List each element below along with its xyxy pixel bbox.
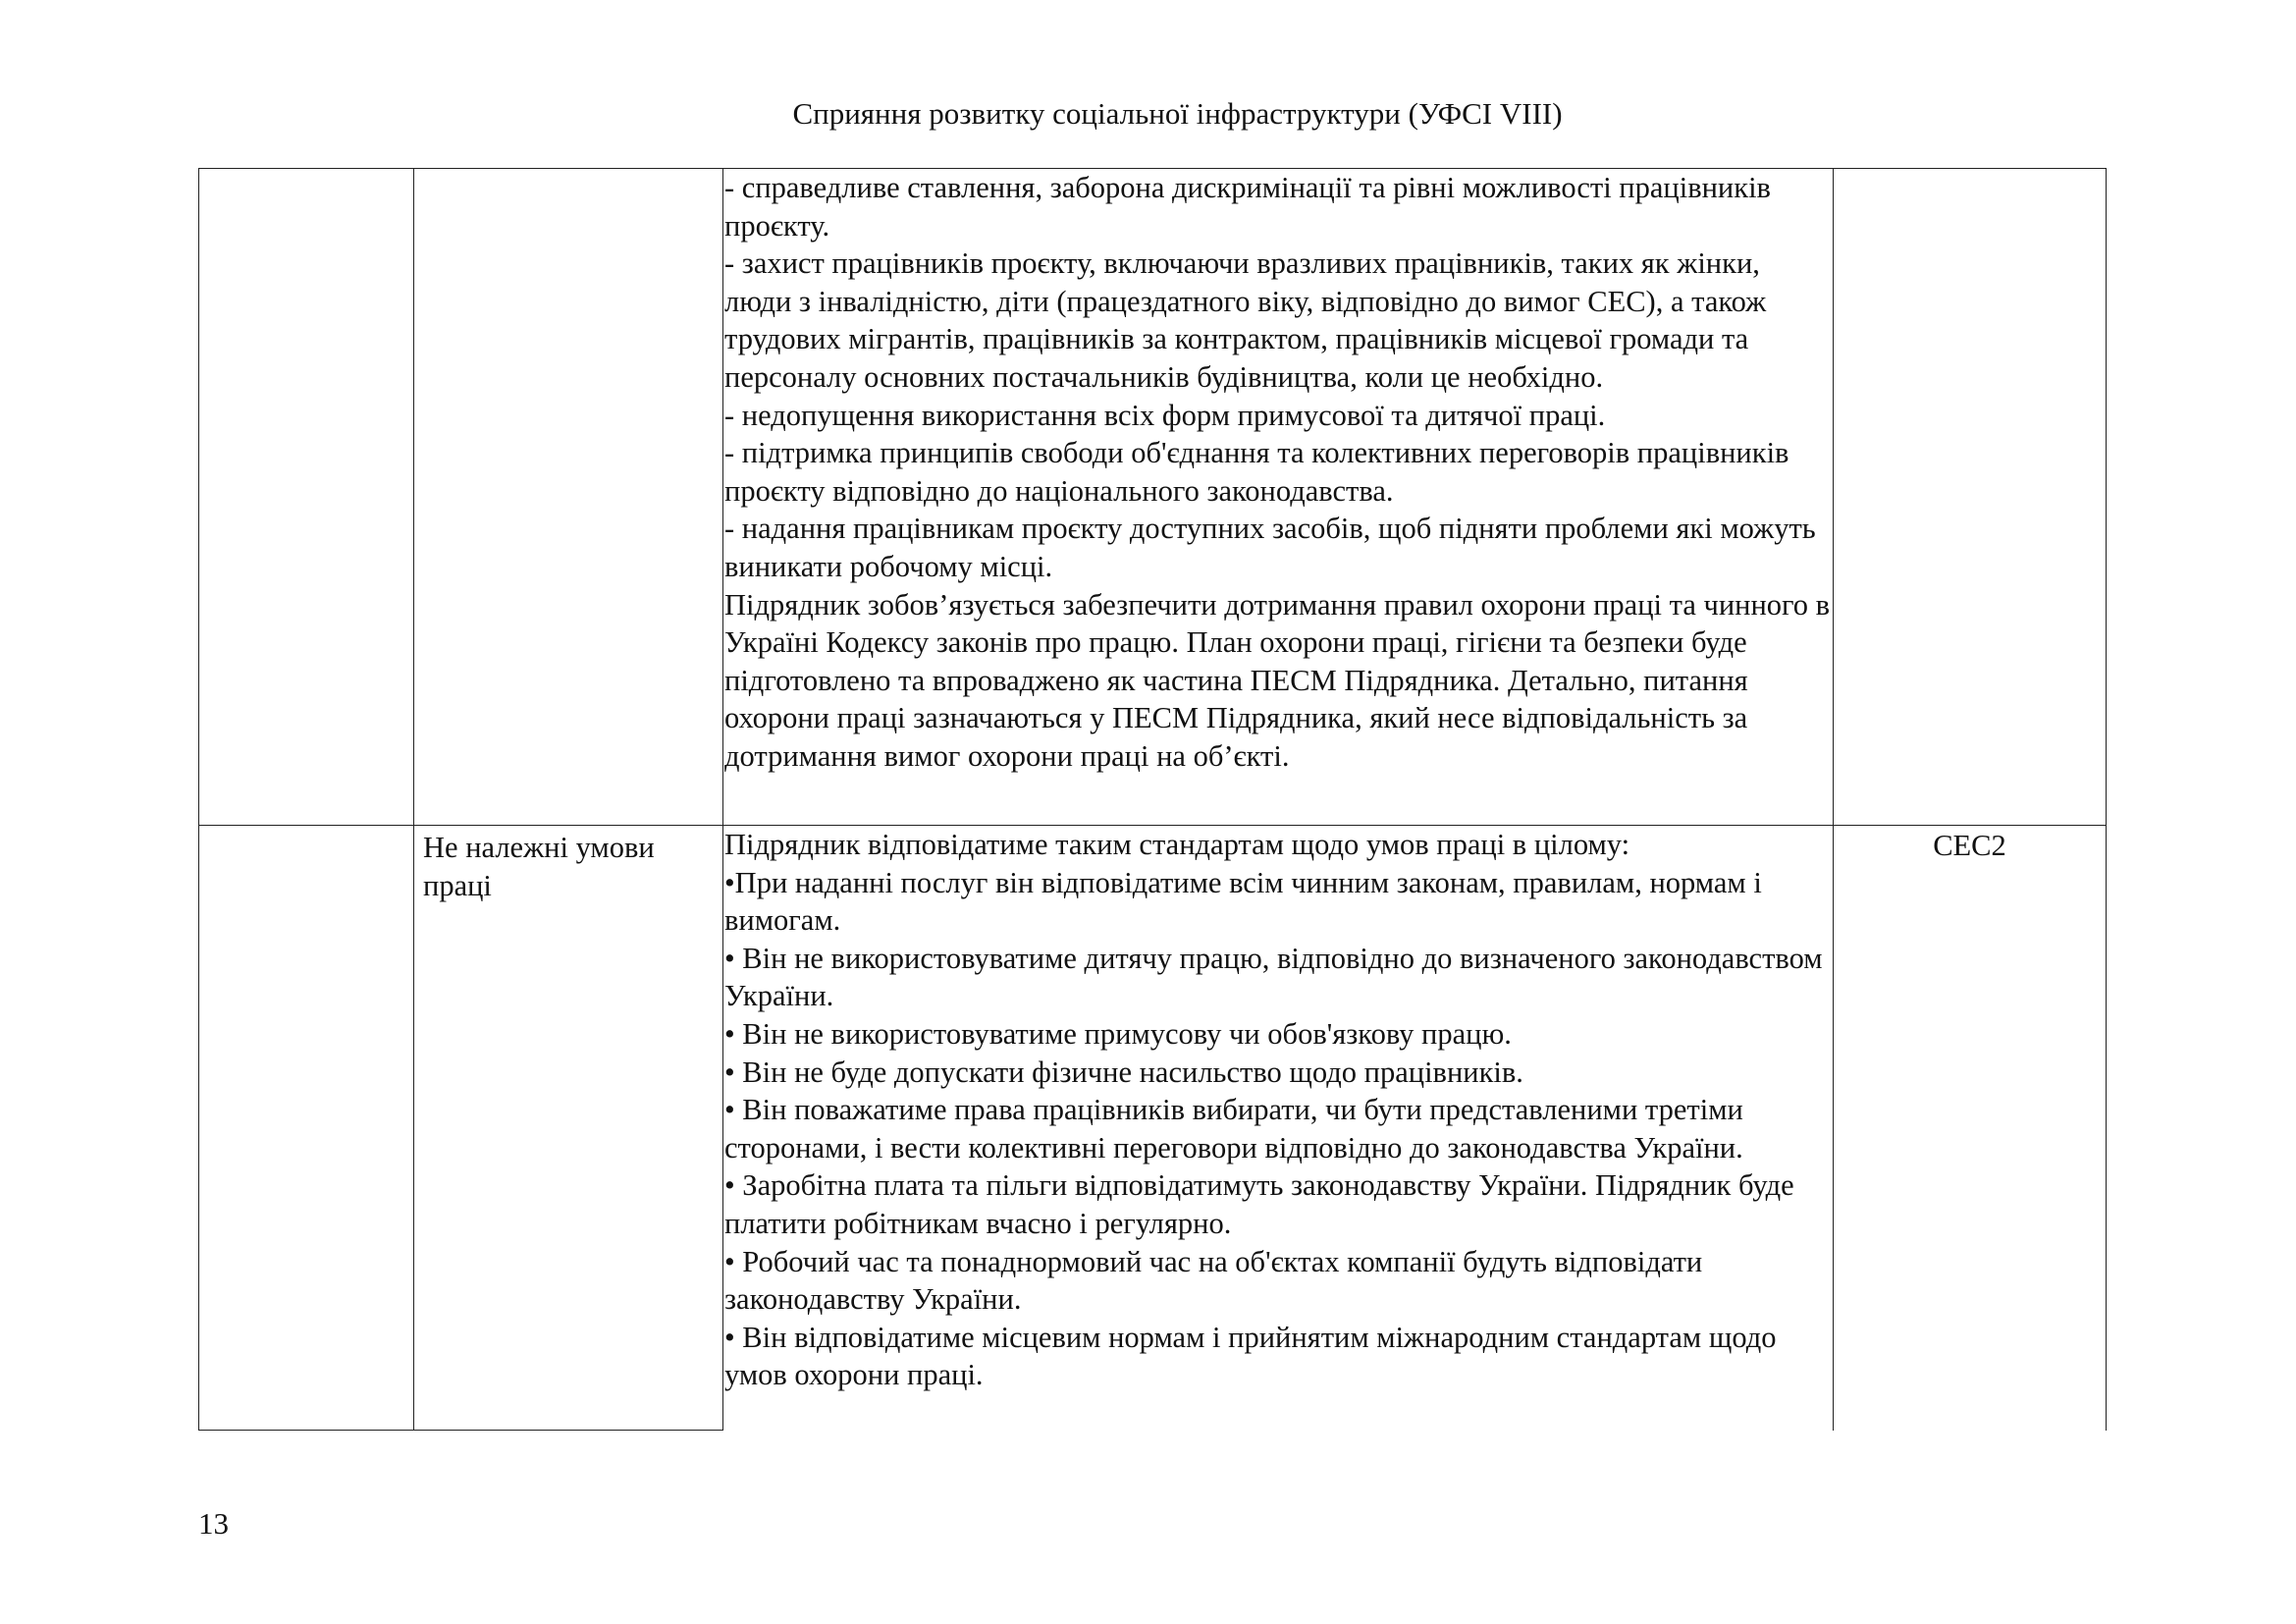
code-text: СЕС2 <box>1933 829 2006 862</box>
code-cell <box>1834 169 2107 826</box>
risk-text <box>414 169 722 172</box>
measures-cell <box>723 169 1834 826</box>
risk-cell <box>414 169 723 826</box>
code-text <box>1834 169 2106 170</box>
page-title: Сприяння розвитку соціальної інфраструктури (УФСІ VIII) <box>792 96 1563 131</box>
table-row <box>199 169 2107 826</box>
requirements-table <box>198 168 2107 1431</box>
risk-cell <box>414 826 723 1431</box>
measure-paragraph: • Робочий час та понаднормовий час на об'єктах компанії будуть відповідати законодавству України. <box>724 1244 1703 1317</box>
measure-paragraph: • Він не буде допускати фізичне насильство щодо працівників. <box>724 1055 1523 1089</box>
table-cell-empty <box>199 826 414 1431</box>
measure-paragraph: - захист працівників проєкту, включаючи вразливих працівників, таких як жінки, люди з інвалідністю, діти (працездатного віку, відповідно до вимог СЕС), а також трудових мігрантів, працівників за контрактом, працівників місцевої громади та персоналу основних постачальників будівництва, коли це необхідно. <box>724 246 1767 394</box>
measure-paragraph: • Він відповідатиме місцевим нормам і прийнятим міжнародним стандартам щодо умов охорони праці. <box>724 1320 1777 1392</box>
measure-paragraph: - підтримка принципів свободи об'єднання та колективних переговорів працівників проєкту відповідно до національного законодавства. <box>724 436 1789 508</box>
measure-paragraph: •При наданні послуг він відповідатиме всім чинним законам, правилам, нормам і вимогам. <box>724 865 1762 938</box>
table-row <box>199 826 2107 1431</box>
measure-paragraph: - надання працівникам проєкту доступних засобів, щоб підняти проблеми які можуть виникати робочому місці. <box>724 512 1816 583</box>
risk-text: Не належні умови праці <box>423 831 655 902</box>
code-cell <box>1834 826 2107 1431</box>
measure-paragraph: • Він не використовуватиме дитячу працю, відповідно до визначеного законодавством України. <box>724 941 1823 1013</box>
page-number: 13 <box>198 1506 229 1541</box>
measure-paragraph: Підрядник зобов’язується забезпечити дотримання правил охорони праці та чинного в Україні Кодексу законів про працю. План охорони праці, гігієни та безпеки буде підготовлено та впроваджено як частина ПЕСМ Підрядника. Детально, питання охорони праці зазначаються у ПЕСМ Підрядника, який несе відповідальність за дотримання вимог охорони праці на об’єкті. <box>724 587 1831 773</box>
measure-paragraph: • Заробітна плата та пільги відповідатимуть законодавству України. Підрядник буде платити робітникам вчасно і регулярно. <box>724 1168 1794 1240</box>
measure-paragraph: - недопущення використання всіх форм примусової та дитячої праці. <box>724 398 1606 432</box>
measure-paragraph: • Він поважатиме права працівників вибирати, чи бути представленими третіми сторонами, і вести колективні переговори відповідно до законодавства України. <box>724 1093 1743 1164</box>
measure-paragraph: Підрядник відповідатиме таким стандартам щодо умов праці в цілому: <box>724 828 1630 861</box>
measure-paragraph: • Він не використовуватиме примусову чи обов'язкову працю. <box>724 1016 1512 1051</box>
measure-paragraph: - справедливе ставлення, заборона дискримінації та рівні можливості працівників проєкту. <box>724 171 1771 243</box>
table-cell-empty <box>199 169 414 826</box>
measures-cell <box>723 826 1834 1431</box>
